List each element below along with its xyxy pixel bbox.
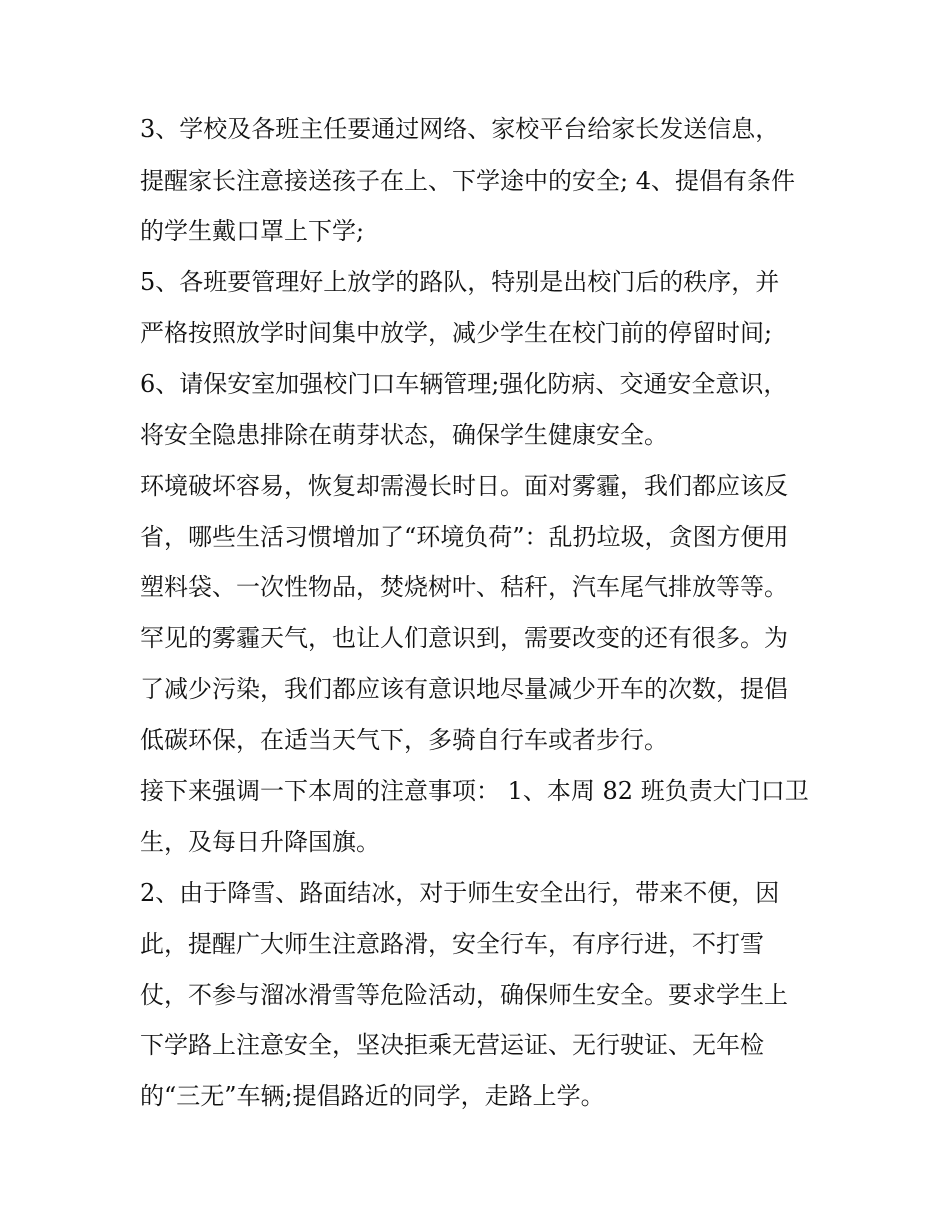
text-line: 5、各班要管理好上放学的路队，特别是出校门后的秩序，并	[140, 268, 780, 296]
text-line: 严格按照放学时间集中放学，减少学生在校门前的停留时间;	[140, 319, 773, 347]
text-line: 提醒家长注意接送孩子在上、下学途中的安全; 4、提倡有条件	[140, 167, 795, 195]
text-line: 的学生戴口罩上下学;	[140, 217, 365, 245]
text-line: 的“三无”车辆;提倡路近的同学，走路上学。	[140, 1082, 605, 1110]
text-line: 2、由于降雪、路面结冰，对于师生安全出行，带来不便，因	[140, 879, 780, 907]
text-line: 3、学校及各班主任要通过网络、家校平台给家长发送信息，	[140, 115, 780, 143]
text-line: 罕见的雾霾天气，也让人们意识到，需要改变的还有很多。为	[140, 624, 788, 652]
text-line: 环境破坏容易，恢复却需漫长时日。面对雾霾，我们都应该反	[140, 472, 788, 500]
text-line: 此，提醒广大师生注意路滑，安全行车，有序行进，不打雪	[140, 930, 764, 958]
text-line: 仗，不参与溜冰滑雪等危险活动，确保师生安全。要求学生上	[140, 981, 788, 1009]
text-line: 接下来强调一下本周的注意事项： 1、本周 82 班负责大门口卫	[140, 777, 809, 805]
text-line: 了减少污染，我们都应该有意识地尽量减少开车的次数，提倡	[140, 675, 788, 703]
text-line: 生，及每日升降国旗。	[140, 828, 380, 856]
text-line: 将安全隐患排除在萌芽状态，确保学生健康安全。	[140, 421, 668, 449]
text-line: 下学路上注意安全，坚决拒乘无营运证、无行驶证、无年检	[140, 1031, 764, 1059]
text-line: 塑料袋、一次性物品，焚烧树叶、秸秆，汽车尾气排放等等。	[140, 573, 788, 601]
text-line: 低碳环保，在适当天气下，多骑自行车或者步行。	[140, 726, 668, 754]
text-line: 省，哪些生活习惯增加了“环境负荷”：乱扔垃圾，贪图方便用	[140, 523, 789, 551]
text-line: 6、请保安室加强校门口车辆管理;强化防病、交通安全意识，	[140, 370, 788, 398]
